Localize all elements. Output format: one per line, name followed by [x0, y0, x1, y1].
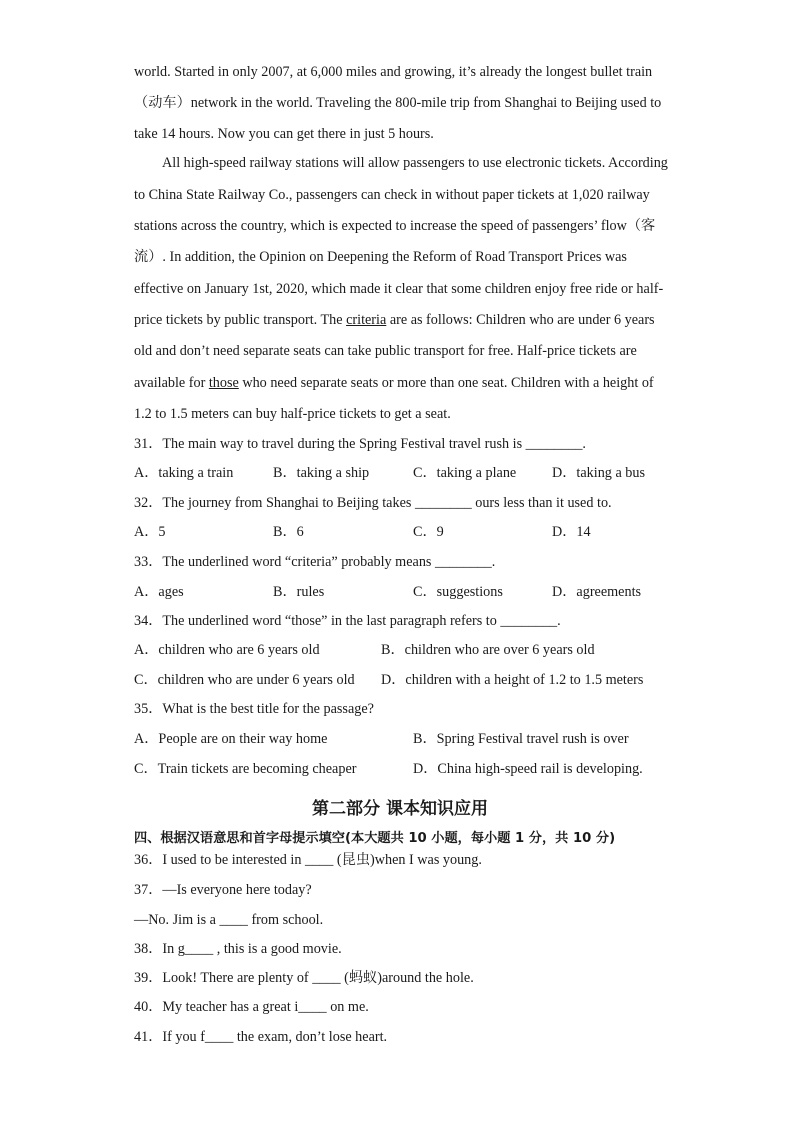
passage-line: old and don’t need separate seats can take public transport for free. Half-price tickets are	[134, 343, 637, 359]
passage-text: price tickets by public transport. The	[134, 312, 347, 328]
fill-in-item: 40．My teacher has a great i____ on me.	[134, 999, 369, 1015]
passage-line: 1.2 to 1.5 meters can buy half-price tickets to get a seat.	[134, 406, 451, 422]
option-b: B．Spring Festival travel rush is over	[413, 731, 629, 747]
underlined-word-those: those	[208, 375, 239, 391]
option-d: D．taking a bus	[552, 465, 645, 481]
passage-text: are as follows: Children who are under 6 years	[386, 312, 655, 328]
passage-line: All high-speed railway stations will allow passengers to use electronic tickets. According	[162, 155, 668, 171]
option-a: A．People are on their way home	[134, 731, 328, 747]
option-a: A．5	[134, 524, 166, 540]
passage-line: 流）. In addition, the Opinion on Deepening the Reform of Road Transport Prices was	[134, 249, 627, 265]
option-b: B．rules	[273, 584, 325, 600]
fill-in-item: 41．If you f____ the exam, don’t lose heart.	[134, 1029, 388, 1045]
passage-line	[134, 373, 654, 393]
passage-text: who need separate seats or more than one seat. Children with a height of	[238, 375, 654, 391]
fill-in-item: 38．In g____ , this is a good movie.	[134, 941, 342, 957]
fill-in-item: 37．—Is everyone here today?	[134, 882, 312, 898]
passage-line: （动车）network in the world. Traveling the 800-mile trip from Shanghai to Beijing used to	[134, 95, 662, 111]
passage-line: effective on January 1st, 2020, which made it clear that some children enjoy free ride or half-	[134, 281, 664, 297]
option-b: B．6	[273, 524, 304, 540]
question-stem: 33．The underlined word “criteria” probably means ________.	[134, 554, 496, 570]
question-stem: 34．The underlined word “those” in the last paragraph refers to ________.	[134, 613, 561, 629]
option-d: D．children with a height of 1.2 to 1.5 meters	[381, 672, 644, 688]
option-c: C．suggestions	[413, 584, 503, 600]
question-stem: 32．The journey from Shanghai to Beijing takes ________ ours less than it used to.	[134, 495, 612, 511]
section-subtitle: 四、根据汉语意思和首字母提示填空(本大题共 10 小题，每小题 1 分，共 10 分)	[134, 831, 616, 846]
question-stem: 35．What is the best title for the passage?	[134, 701, 374, 717]
option-c: C．Train tickets are becoming cheaper	[134, 761, 357, 777]
fill-in-item: 36．I used to be interested in ____ (昆虫)when I was young.	[134, 852, 482, 868]
underlined-word-criteria: criteria	[346, 312, 387, 328]
option-c: C．taking a plane	[413, 465, 517, 481]
passage-line: world. Started in only 2007, at 6,000 miles and growing, it’s already the longest bullet train	[134, 64, 653, 80]
passage-text: available for	[134, 375, 209, 391]
option-a: A．children who are 6 years old	[134, 642, 320, 658]
option-a: A．taking a train	[134, 465, 234, 481]
option-a: A．ages	[134, 584, 184, 600]
section-title: 第二部分 课本知识应用	[312, 799, 488, 819]
option-b: B．taking a ship	[273, 465, 370, 481]
option-d: D．China high-speed rail is developing.	[413, 761, 643, 777]
fill-in-item: 39．Look! There are plenty of ____ (蚂蚁)around the hole.	[134, 970, 474, 986]
option-d: D．14	[552, 524, 591, 540]
fill-in-item: —No. Jim is a ____ from school.	[134, 912, 324, 928]
question-stem: 31．The main way to travel during the Spring Festival travel rush is ________.	[134, 436, 586, 452]
option-d: D．agreements	[552, 584, 642, 600]
option-c: C．9	[413, 524, 444, 540]
option-b: B．children who are over 6 years old	[381, 642, 595, 658]
option-c: C．children who are under 6 years old	[134, 672, 355, 688]
passage-line	[134, 310, 655, 330]
passage-line: take 14 hours. Now you can get there in just 5 hours.	[134, 126, 434, 142]
passage-line: stations across the country, which is expected to increase the speed of passengers’ flow（客	[134, 218, 656, 234]
passage-line: to China State Railway Co., passengers can check in without paper tickets at 1,020 railway	[134, 187, 650, 203]
